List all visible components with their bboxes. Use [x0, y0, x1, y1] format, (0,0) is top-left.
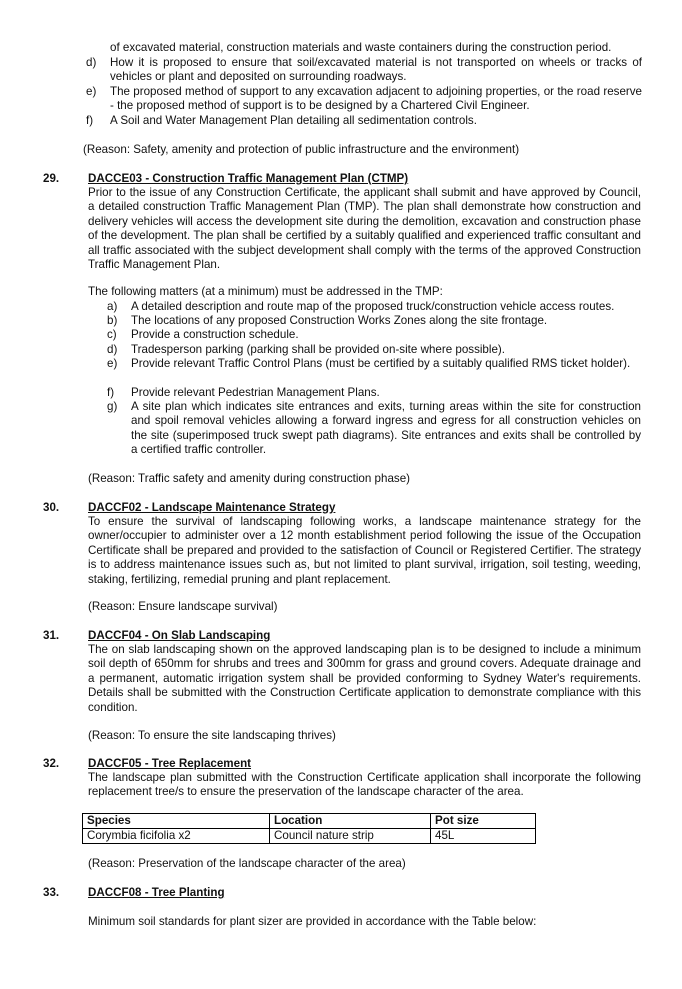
tree-replacement-table — [82, 813, 536, 844]
condition-number: 33. — [43, 886, 60, 899]
condition-reason: (Reason: Preservation of the landscape character of the area) — [88, 857, 406, 870]
list-text: How it is proposed to ensure that soil/excavated material is not transported on wheels or tracks of vehicles or plant and deposited on surrounding roadways. — [110, 56, 642, 84]
list-marker: d) — [86, 56, 97, 69]
list-item — [107, 400, 641, 458]
intro-reason: (Reason: Safety, amenity and protection of public infrastructure and the environment) — [83, 143, 520, 156]
condition-body: Minimum soil standards for plant sizer are provided in accordance with the Table below: — [88, 915, 537, 928]
column-header: Pot size — [431, 814, 536, 829]
condition-title: DACCF04 - On Slab Landscaping — [88, 629, 271, 642]
intro-list-item — [86, 56, 642, 85]
condition-title: DACCF08 - Tree Planting — [88, 886, 225, 899]
condition-body: The on slab landscaping shown on the approved landscaping plan is to be designed to include a minimum soil depth of 650mm for shrubs and trees and 300mm for grass and ground covers. Adequate drainage and a permanent, automatic irrigation system shall be provided conforming to Sydney Water's requirements. Details shall be submitted with the Construction Certificate application to demonstrate compliance with this condition. — [88, 643, 641, 714]
table-cell: Council nature strip — [270, 829, 431, 844]
condition-body: The landscape plan submitted with the Construction Certificate application shall incorporate the following replacement tree/s to ensure the preservation of the landscape character of the area. — [88, 771, 641, 799]
condition-number: 31. — [43, 629, 60, 642]
list-item — [107, 357, 641, 371]
intro-list-item — [86, 114, 642, 128]
table-cell: Corymbia ficifolia x2 — [83, 829, 270, 844]
list-text: Provide a construction schedule. — [131, 328, 299, 341]
list-text: A site plan which indicates site entrances and exits, turning areas within the site for construction and spoil removal vehicles allowing a forward ingress and egress for all construction vehicles on the site (superimposed truck swept path diagrams). Site entrances and exits shall be controlled by a certified traffic controller. — [131, 400, 641, 457]
list-text: A detailed description and route map of the proposed truck/construction vehicle access routes. — [131, 300, 615, 313]
list-marker: e) — [107, 357, 118, 370]
list-marker: e) — [86, 85, 97, 98]
condition-title: DACCF02 - Landscape Maintenance Strategy — [88, 501, 336, 514]
list-item — [107, 300, 641, 314]
column-header: Location — [270, 814, 431, 829]
condition-number: 29. — [43, 172, 60, 185]
list-item — [107, 314, 641, 328]
condition-body: To ensure the survival of landscaping following works, a landscape maintenance strategy for the owner/occupier to administer over a 12 month establishment period following the issue of the Occupation Certificate shall be prepared and provided to the satisfaction of Council or Registered Certifier. The strategy is to address maintenance issues such as, but not limited to plant survival, irrigation, soil testing, weeding, staking, fertilizing, remedial pruning and plant replacement. — [88, 515, 641, 586]
list-marker: b) — [107, 314, 118, 327]
list-marker: f) — [86, 114, 94, 127]
list-marker: f) — [107, 386, 115, 399]
table-cell: 45L — [431, 829, 536, 844]
list-text: The locations of any proposed Construction Works Zones along the site frontage. — [131, 314, 548, 327]
condition-number: 30. — [43, 501, 60, 514]
condition-title: DACCF05 - Tree Replacement — [88, 757, 252, 770]
list-text: A Soil and Water Management Plan detailing all sedimentation controls. — [110, 114, 477, 127]
column-header: Species — [83, 814, 270, 829]
list-item — [107, 386, 641, 400]
list-marker: a) — [107, 300, 118, 313]
list-text: Provide relevant Traffic Control Plans (must be certified by a suitably qualified RMS ticket holder). — [131, 357, 631, 370]
condition-reason: (Reason: To ensure the site landscaping thrives) — [88, 729, 336, 742]
table-row — [83, 829, 536, 844]
condition-title: DACCE03 - Construction Traffic Management Plan (CTMP) — [88, 172, 409, 185]
list-marker: c) — [107, 328, 117, 341]
condition-lead: The following matters (at a minimum) must be addressed in the TMP: — [88, 285, 443, 298]
condition-reason: (Reason: Ensure landscape survival) — [88, 600, 278, 613]
list-text: The proposed method of support to any excavation adjacent to adjoining properties, or the road reserve - the proposed method of support is to be designed by a Chartered Civil Engineer. — [110, 85, 642, 113]
condition-reason: (Reason: Traffic safety and amenity during construction phase) — [88, 472, 411, 485]
table-header-row — [83, 814, 536, 829]
list-marker: d) — [107, 343, 118, 356]
list-text: Provide relevant Pedestrian Management Plans. — [131, 386, 380, 399]
list-marker: g) — [107, 400, 118, 413]
list-item — [107, 328, 641, 342]
condition-body: Prior to the issue of any Construction Certificate, the applicant shall submit and have approved by Council, a detailed construction Traffic Management Plan (TMP). The plan shall demonstrate how construction and delivery vehicles will access the development site during the demolition, excavation and construction phase of the development. The plan shall be certified by a suitably qualified and experienced traffic consultant and all traffic associated with the subject development shall comply with the terms of the approved Construction Traffic Management Plan. — [88, 186, 641, 272]
intro-list-item — [86, 85, 642, 114]
condition-number: 32. — [43, 757, 60, 770]
list-item — [107, 343, 641, 357]
intro-list-item: of excavated material, construction materials and waste containers during the construction period. — [110, 41, 612, 54]
list-text: Tradesperson parking (parking shall be provided on-site where possible). — [131, 343, 505, 356]
